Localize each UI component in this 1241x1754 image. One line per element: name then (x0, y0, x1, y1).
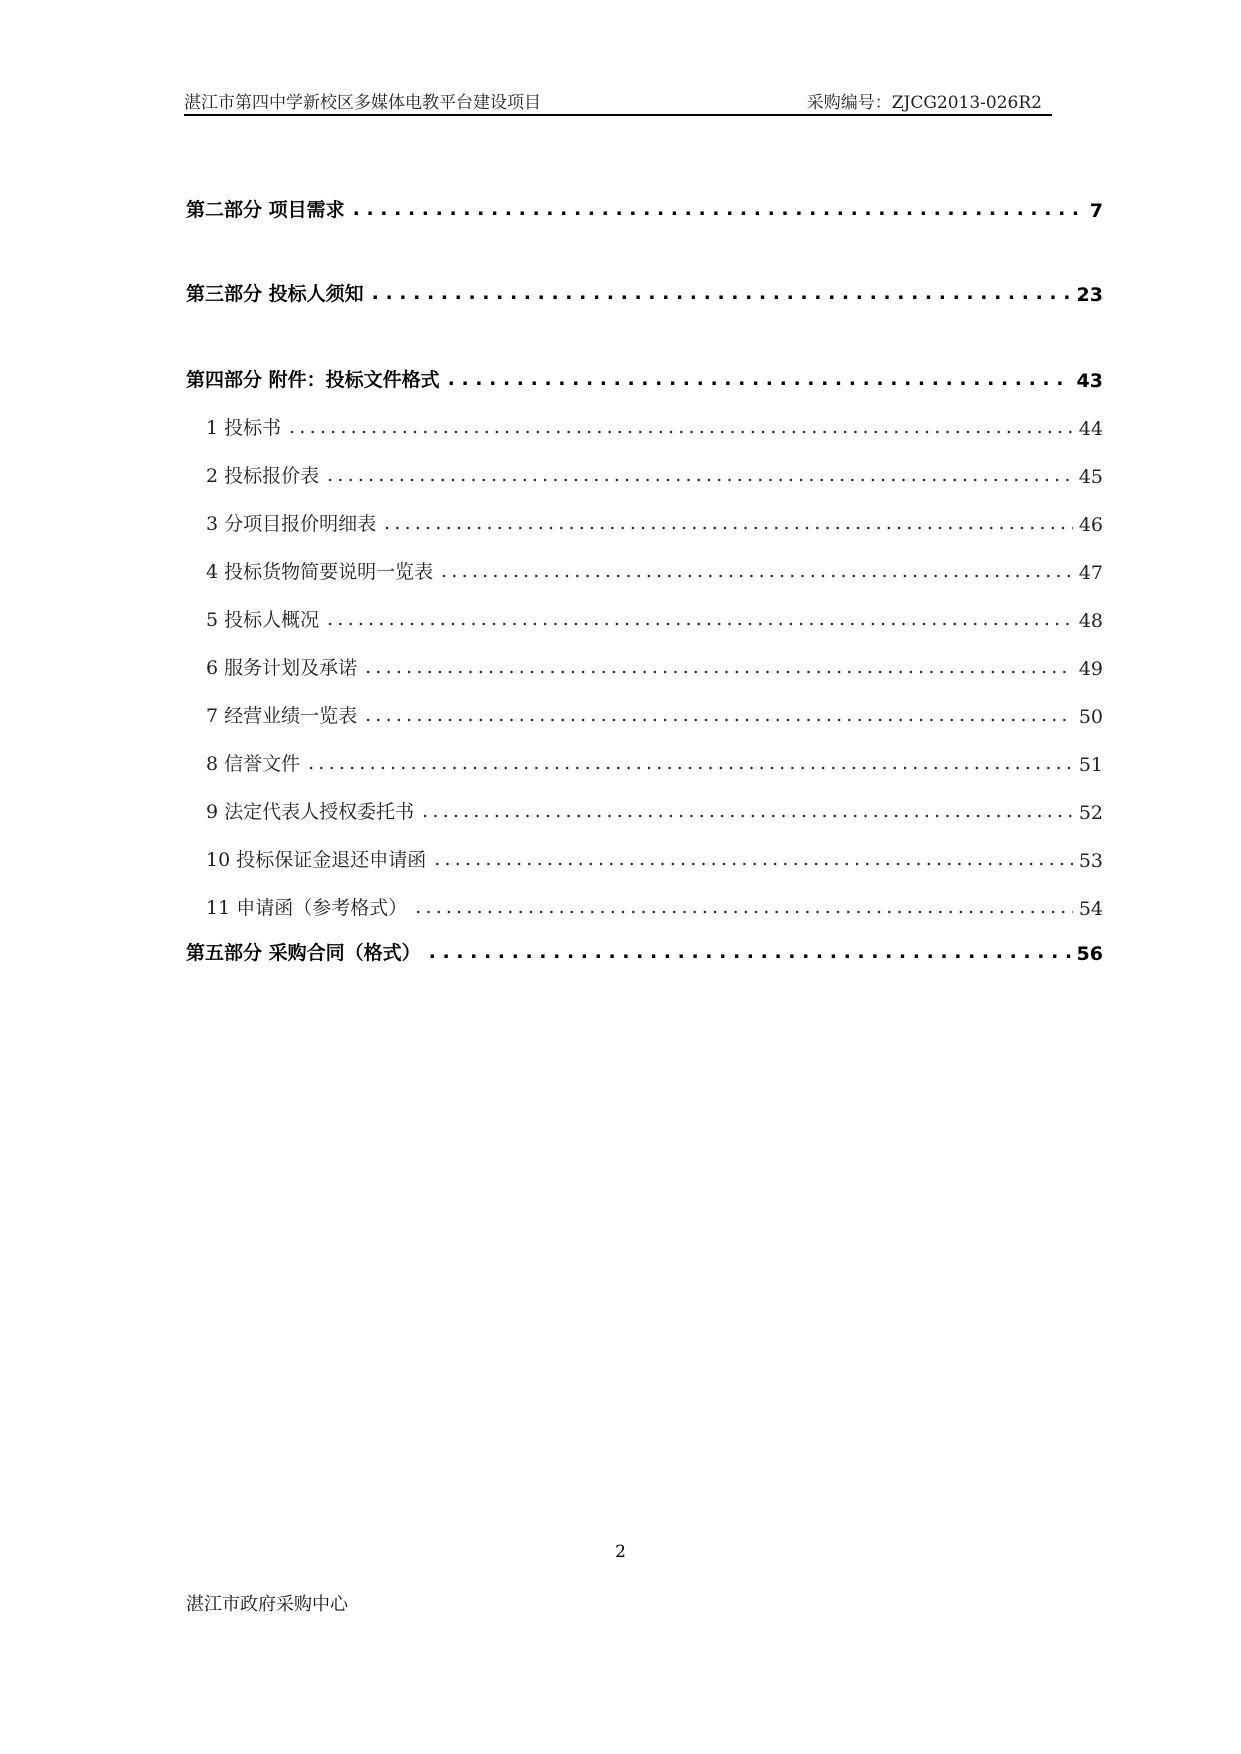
toc-leader-dots (422, 794, 1073, 824)
toc-leader-dots (434, 842, 1073, 872)
toc-entry[interactable] (206, 554, 1103, 584)
toc-leader-dots (441, 554, 1073, 584)
toc-entry[interactable] (206, 746, 1103, 776)
toc-leader-dots (327, 602, 1073, 632)
toc-entry-label: 10 投标保证金退还申请函 (206, 849, 427, 871)
toc-entry-label: 1 投标书 (206, 417, 282, 439)
procurement-code: 采购编号：ZJCG2013-026R2 (806, 93, 1042, 113)
toc-entry-label: 第四部分 附件：投标文件格式 (186, 369, 440, 391)
toc-entry[interactable] (186, 276, 1103, 306)
toc-entry[interactable] (206, 794, 1103, 824)
toc-entry[interactable] (186, 935, 1103, 965)
toc-leader-dots (365, 698, 1073, 728)
toc-entry-page: 49 (1078, 658, 1103, 680)
toc-leader-dots (384, 506, 1073, 536)
toc-leader-dots (308, 746, 1073, 776)
project-title: 湛江市第四中学新校区多媒体电教平台建设项目 (184, 93, 541, 113)
toc-entry-label: 4 投标货物简要说明一览表 (206, 561, 434, 583)
toc-entry-label: 9 法定代表人授权委托书 (206, 801, 415, 823)
toc-entry[interactable] (206, 842, 1103, 872)
toc-leader-dots (372, 276, 1071, 306)
toc-leader-dots (415, 890, 1073, 920)
toc-entry[interactable] (206, 458, 1103, 488)
toc-entry-label: 第二部分 项目需求 (186, 199, 345, 221)
toc-entry[interactable] (186, 362, 1103, 392)
toc-entry-page: 47 (1078, 562, 1103, 584)
toc-entry[interactable] (206, 650, 1103, 680)
toc-entry-page: 23 (1076, 284, 1103, 306)
toc-entry[interactable] (206, 698, 1103, 728)
toc-entry-label: 第三部分 投标人须知 (186, 283, 364, 305)
toc-entry-page: 44 (1078, 418, 1103, 440)
toc-entry[interactable] (206, 506, 1103, 536)
toc-entry-page: 50 (1078, 706, 1103, 728)
toc-entry-page: 48 (1078, 610, 1103, 632)
page-number: 2 (615, 1542, 626, 1562)
toc-entry-page: 46 (1078, 514, 1103, 536)
toc-entry-page: 54 (1078, 898, 1103, 920)
toc-leader-dots (353, 192, 1084, 222)
toc-entry-label: 3 分项目报价明细表 (206, 513, 377, 535)
toc-leader-dots (429, 935, 1071, 965)
toc-leader-dots (289, 410, 1073, 440)
toc-entry[interactable] (206, 602, 1103, 632)
toc-entry-label: 第五部分 采购合同（格式） (186, 942, 421, 964)
toc-entry-page: 43 (1076, 370, 1103, 392)
toc-entry-label: 8 信誉文件 (206, 753, 301, 775)
toc-entry-page: 56 (1076, 943, 1103, 965)
toc-entry-label: 6 服务计划及承诺 (206, 657, 358, 679)
toc-entry[interactable] (186, 192, 1103, 222)
toc-entry-page: 45 (1078, 466, 1103, 488)
toc-entry[interactable] (206, 890, 1103, 920)
toc-leader-dots (327, 458, 1073, 488)
toc-entry-page: 7 (1089, 200, 1103, 222)
toc-entry-page: 52 (1078, 802, 1103, 824)
page-header (184, 86, 1052, 116)
toc-entry[interactable] (206, 410, 1103, 440)
toc-entry-label: 2 投标报价表 (206, 465, 320, 487)
footer-organization: 湛江市政府采购中心 (186, 1594, 348, 1615)
toc-entry-label: 5 投标人概况 (206, 609, 320, 631)
toc-entry-page: 53 (1078, 850, 1103, 872)
toc-leader-dots (365, 650, 1073, 680)
toc-entry-page: 51 (1078, 754, 1103, 776)
toc-entry-label: 11 申请函（参考格式） (206, 897, 408, 919)
toc-leader-dots (448, 362, 1071, 392)
toc-entry-label: 7 经营业绩一览表 (206, 705, 358, 727)
